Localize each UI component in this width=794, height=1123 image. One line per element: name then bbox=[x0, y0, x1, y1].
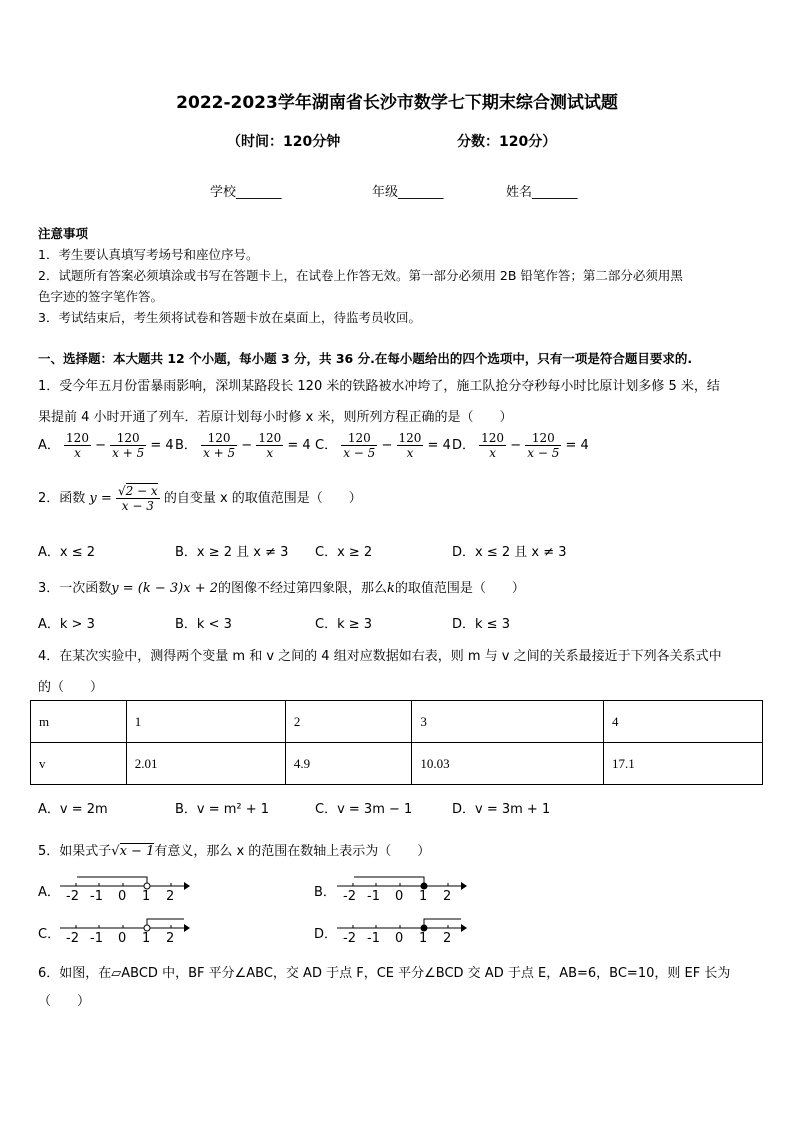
question-3-option-a: A．k > 3 bbox=[38, 617, 95, 632]
table-cell: 1 bbox=[126, 701, 285, 743]
question-1-option-c: C． $\frac{120}{x - 5}$ − $\frac{120}{x}$ = 4 bbox=[315, 431, 451, 460]
tick-label: -2 bbox=[343, 931, 356, 946]
question-2-option-d: D．x ≤ 2 且 x ≠ 3 bbox=[452, 545, 567, 560]
table-cell: m bbox=[31, 701, 127, 743]
exam-score: 分数：120分） bbox=[457, 134, 557, 150]
name-field: 姓名_______ bbox=[506, 185, 578, 200]
tick-label: -1 bbox=[90, 889, 103, 904]
note-item: 色字迹的签字笔作答。 bbox=[38, 289, 164, 304]
question-1-option-d: D． $\frac{120}{x}$ − $\frac{120}{x - 5}$ = 4 bbox=[452, 431, 589, 460]
option-label-d: D． bbox=[314, 927, 338, 942]
question-1-line2: 果提前 4 小时开通了列车．若原计划每小时修 x 米，则所列方程正确的是（ ） bbox=[38, 410, 513, 425]
tick-label: 2 bbox=[443, 931, 452, 946]
number-line-c bbox=[60, 914, 190, 948]
tick-label: -2 bbox=[343, 889, 356, 904]
exam-time: （时间：120分钟 bbox=[227, 134, 341, 150]
page-title: 2022-2023学年湖南省长沙市数学七下期末综合测试试题 bbox=[176, 93, 618, 113]
number-line-a bbox=[60, 872, 190, 906]
tick-label: 0 bbox=[118, 889, 127, 904]
table-cell: 17.1 bbox=[603, 743, 762, 785]
table-cell: 4.9 bbox=[285, 743, 411, 785]
note-item: 2．试题所有答案必须填涂或书写在答题卡上，在试卷上作答无效。第一部分必须用 2B 铅笔作答；第二部分必须用黑 bbox=[38, 268, 683, 283]
question-2-option-a: A．x ≤ 2 bbox=[38, 545, 96, 560]
question-4-option-a: A．v = 2m bbox=[38, 802, 108, 817]
table-cell: 4 bbox=[603, 701, 762, 743]
tick-label: 1 bbox=[142, 889, 151, 904]
table-cell: 10.03 bbox=[412, 743, 604, 785]
notes-heading: 注意事项 bbox=[38, 226, 89, 241]
number-line-b bbox=[337, 872, 467, 906]
note-item: 3．考试结束后，考生须将试卷和答题卡放在桌面上，待监考员收回。 bbox=[38, 310, 421, 325]
table-row bbox=[31, 743, 763, 785]
option-label-a: A． bbox=[38, 885, 60, 900]
question-1-option-a: A． $\frac{120}{x}$ − $\frac{120}{x + 5}$ = 4 bbox=[38, 431, 174, 460]
question-3-option-d: D．k ≤ 3 bbox=[452, 617, 510, 632]
number-line-d bbox=[337, 914, 467, 948]
question-2-option-b: B．x ≥ 2 且 x ≠ 3 bbox=[175, 545, 289, 560]
tick-label: 1 bbox=[419, 889, 428, 904]
tick-label: -2 bbox=[66, 889, 79, 904]
tick-label: 0 bbox=[395, 889, 404, 904]
question-4-option-b: B．v = m² + 1 bbox=[175, 802, 270, 817]
question-6-line2: （ ） bbox=[38, 994, 91, 1009]
question-2-option-c: C．x ≥ 2 bbox=[315, 545, 373, 560]
question-4-option-d: D．v = 3m + 1 bbox=[452, 802, 551, 817]
tick-label: 0 bbox=[118, 931, 127, 946]
question-3-option-c: C．k ≥ 3 bbox=[315, 617, 373, 632]
tick-label: -1 bbox=[90, 931, 103, 946]
tick-label: -1 bbox=[367, 889, 380, 904]
tick-label: -1 bbox=[367, 931, 380, 946]
question-1-line1: 1．受今年五月份雷暴雨影响，深圳某路段长 120 米的铁路被水冲垮了，施工队抢分夺秒每小时比原计划多修 5 米，结 bbox=[38, 379, 720, 394]
question-4-line1: 4．在某次实验中，测得两个变量 m 和 v 之间的 4 组对应数据如右表，则 m 与 v 之间的关系最接近于下列各关系式中 bbox=[38, 649, 722, 664]
question-4-option-c: C．v = 3m − 1 bbox=[315, 802, 413, 817]
question-2-stem: 2．函数 y = $\frac{√2 - x}{x - 3}$ 的自变量 x 的取值范围是（ ） bbox=[38, 484, 362, 513]
tick-label: 1 bbox=[419, 931, 428, 946]
tick-label: 2 bbox=[166, 889, 175, 904]
table-cell: 3 bbox=[412, 701, 604, 743]
tick-label: 2 bbox=[166, 931, 175, 946]
option-label-b: B． bbox=[314, 885, 336, 900]
school-field: 学校_______ bbox=[210, 185, 282, 200]
grade-field: 年级_______ bbox=[372, 185, 444, 200]
question-4-line2: 的（ ） bbox=[38, 680, 104, 695]
section-heading: 一、选择题：本大题共 12 个小题，每小题 3 分，共 36 分.在每小题给出的四个选项中，只有一项是符合题目要求的. bbox=[38, 351, 693, 366]
question-3-option-b: B．k < 3 bbox=[175, 617, 232, 632]
question-5-stem: 5．如果式子√x − 1有意义，那么 x 的范围在数轴上表示为（ ） bbox=[38, 844, 431, 859]
table-row bbox=[31, 701, 763, 743]
question-6-line1: 6．如图，在▱ABCD 中，BF 平分∠ABC，交 AD 于点 F，CE 平分∠BCD 交 AD 于点 E，AB=6，BC=10，则 EF 长为 bbox=[38, 966, 731, 981]
tick-label: -2 bbox=[66, 931, 79, 946]
option-label-c: C． bbox=[38, 927, 61, 942]
tick-label: 1 bbox=[142, 931, 151, 946]
tick-label: 0 bbox=[395, 931, 404, 946]
note-item: 1．考生要认真填写考场号和座位序号。 bbox=[38, 247, 259, 262]
question-1-option-b: B． $\frac{120}{x + 5}$ − $\frac{120}{x}$ = 4 bbox=[175, 431, 311, 460]
table-cell: 2.01 bbox=[126, 743, 285, 785]
table-cell: 2 bbox=[285, 701, 411, 743]
table-cell: v bbox=[31, 743, 127, 785]
question-3-stem: 3．一次函数y = (k − 3)x + 2的图像不经过第四象限，那么k的取值范围是（ ） bbox=[38, 581, 525, 596]
tick-label: 2 bbox=[443, 889, 452, 904]
data-table bbox=[30, 700, 763, 785]
